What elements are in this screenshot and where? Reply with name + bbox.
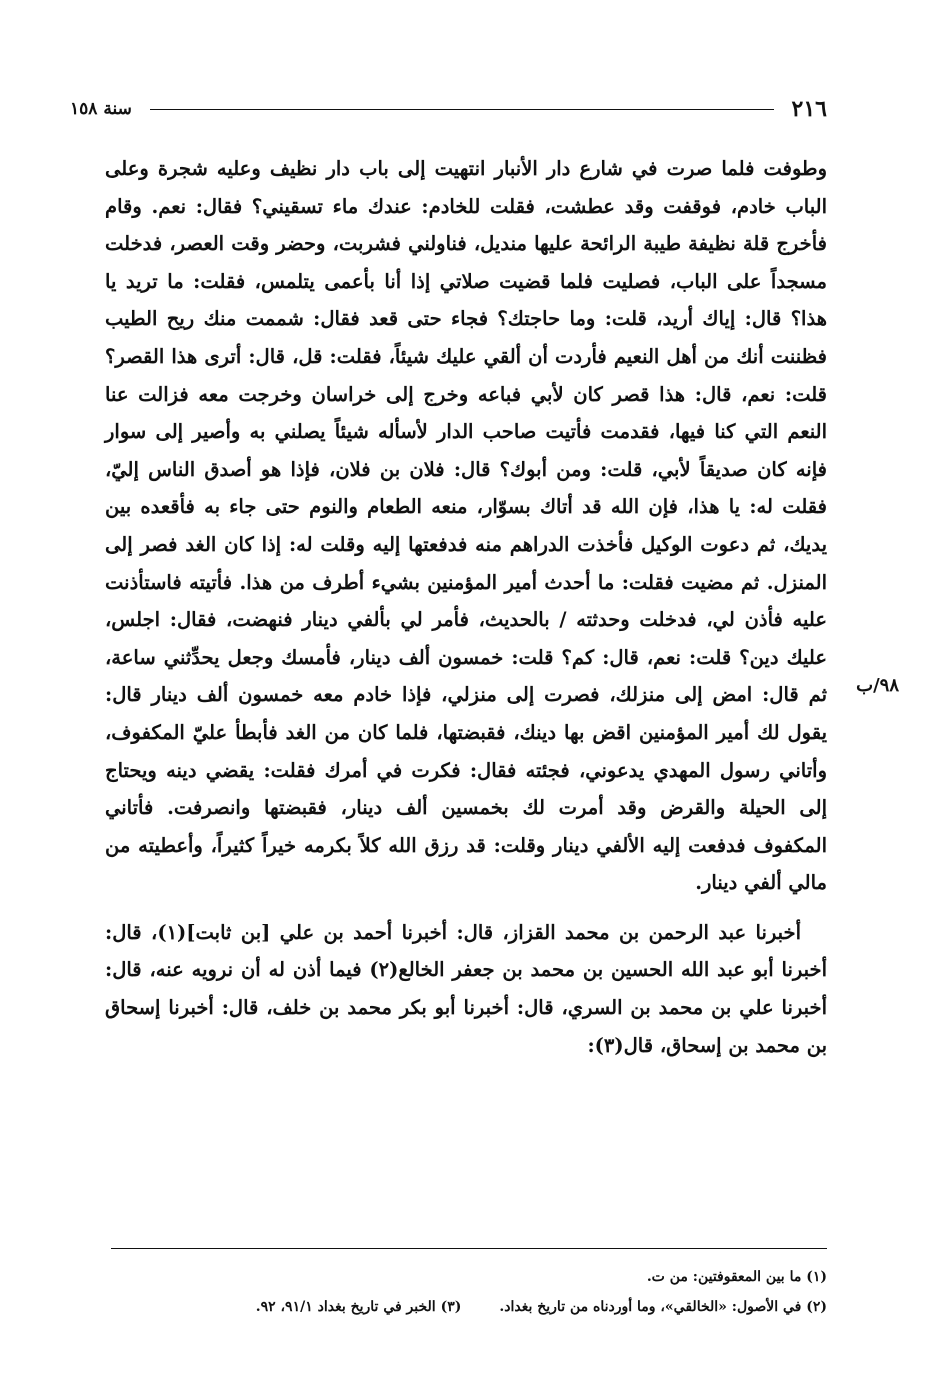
footnote-3: (٣) الخبر في تاريخ بغداد ٩١/١، ٩٢. bbox=[255, 1299, 462, 1315]
footnote-row bbox=[111, 1292, 827, 1322]
footnote-2: (٢) في الأصول: «الخالقي»، وما أوردناه من تاريخ بغداد. bbox=[499, 1299, 827, 1315]
main-text bbox=[105, 150, 827, 1064]
page-number: ٢١٦ bbox=[791, 96, 827, 122]
year-label: سنة ١٥٨ bbox=[70, 99, 132, 119]
page-header bbox=[70, 92, 827, 126]
margin-folio-marker: ٩٨/ب bbox=[856, 675, 899, 696]
isnad-paragraph: أخبرنا عبد الرحمن بن محمد القزاز، قال: أخبرنا أحمد بن علي [بن ثابت](١)، قال: أخبرنا أبو عبد الله الحسين بن محمد بن جعفر الخالع(٢) فيما أذن له أن نرويه عنه، قال: أخبرنا علي بن محمد بن السري، قال: أخبرنا أبو بكر محمد بن خلف، قال: أخبرنا إسحاق بن محمد بن إسحاق، قال(٣): bbox=[105, 920, 828, 1057]
header-rule bbox=[150, 109, 774, 110]
narrative-paragraph: وطوفت فلما صرت في شارع دار الأنبار انتهيت إلى باب دار نظيف وعليه شجرة وعلى الباب خادم، فوقفت وقد عطشت، فقلت للخادم: عندك ماء تسقيني؟ فقال: نعم. وقام فأخرج قلة نظيفة طيبة الرائحة عليها منديل، فناولني فشربت، وحضر وقت العصر، فدخلت مسجداً على الباب، فصليت فلما قضيت صلاتي إذا أنا بأعمى يتلمس، فقلت: ما تريد يا هذا؟ قال: إياك أريد، قلت: وما حاجتك؟ فجاء حتى قعد فقال: شممت منك ريح الطيب فظننت أنك من أهل النعيم فأردت أن ألقي عليك شيئاً، فقلت: قل، قال: أترى هذا القصر؟ قلت: نعم، قال: هذا قصر كان لأبي فباعه وخرج إلى خراسان وخرجت معه فزالت عنا النعم التي كنا فيها، فقدمت فأتيت صاحب الدار لأسأله شيئاً يصلني به وأصير إلى سوار فإنه كان صديقاً لأبي، قلت: ومن أبوك؟ قال: فلان بن فلان، فإذا هو أصدق الناس إليّ، فقلت له: يا هذا، فإن الله قد أتاك بسوّار، منعه الطعام والنوم حتى جاء به فأقعده بين يديك، ثم دعوت الوكيل فأخذت الدراهم منه فدفعتها إليه وقلت له: إذا كان الغد فصر إلى المنزل. ثم مضيت فقلت: ما أحدث أمير المؤمنين بشيء أطرف من هذا. فأتيته فاستأذنت عليه فأذن لي، فدخلت وحدثته / بالحديث، فأمر لي بألفي دينار فنهضت، فقال: اجلس، عليك دين؟ قلت: نعم، قال: كم؟ قلت: خمسون ألف دينار، فأمسك وجعل يحدِّثني ساعة، ثم قال: امض إلى منزلك، فصرت إلى منزلي، فإذا خادم معه خمسون ألف دينار قال: يقول لك أمير المؤمنين اقض بها دينك، فقبضتها، فلما كان من الغد فأبطأ عليّ المكفوف، وأتاني رسول المهدي يدعوني، فجئته فقال: فكرت في أمرك فقلت: يقضي دينه ويحتاج إلى الحيلة والقرض وقد أمرت لك بخمسين ألف دينار، فقبضتها وانصرفت. فأتاني المكفوف فدفعت إليه الألفي دينار وقلت: قد رزق الله كلاً بكرمه خيراً كثيراً، وأعطيته من مالي ألفي دينار. bbox=[105, 157, 827, 895]
footnotes bbox=[111, 1262, 827, 1322]
footnote-separator bbox=[111, 1248, 827, 1249]
footnote-1: (١) ما بين المعقوفتين: من ت. bbox=[646, 1269, 827, 1285]
